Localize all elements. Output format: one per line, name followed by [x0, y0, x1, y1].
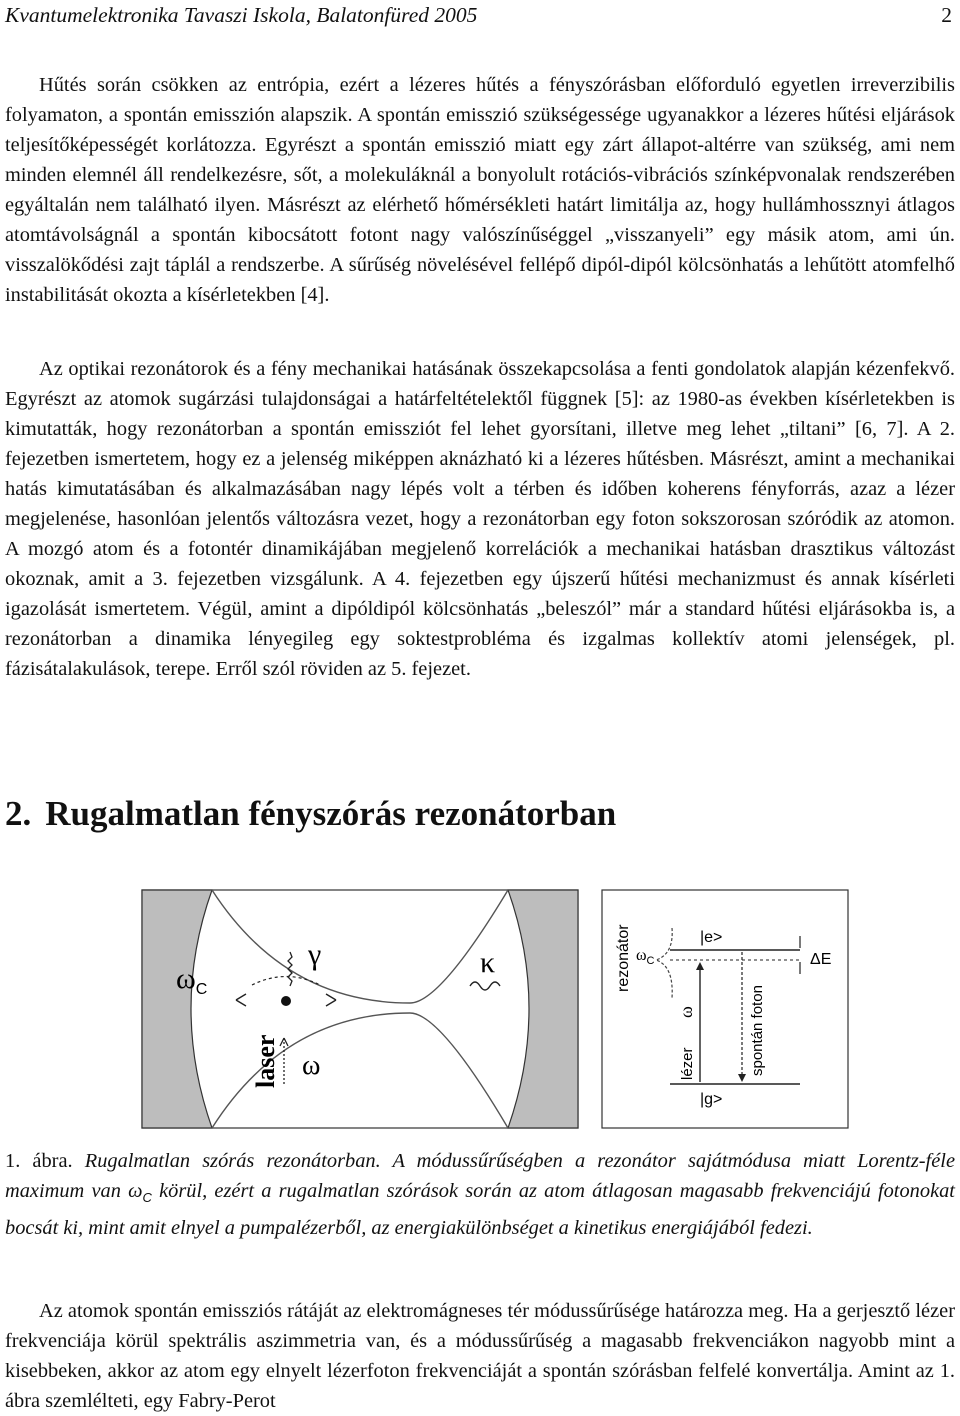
caption-symbol: $\omega_C$ — [128, 1180, 152, 1206]
gamma-photon-wiggle — [288, 952, 292, 986]
header-title: Kvantumelektronika Tavaszi Iskola, Balatonfüred 2005 — [5, 3, 478, 27]
right-mirror — [508, 890, 578, 1128]
laser-label: laser — [251, 1034, 280, 1088]
running-header — [5, 2, 955, 28]
laser-absorption-arrowhead — [696, 962, 704, 970]
paragraph-closing: Az atomok spontán emissziós rátáját az elektromágneses tér módussűrűsége határozza meg. Ha a gerjesztő lézer frekvenciája körül spektrális aszimmetria van, és a módussűrűség a magasabb frekvenciákon nagyobb mint a kisebbeken, akkor az atom egy elnyelt lézerfoton frekvenciáját a spontán szórásban felfelé konvertálja. Amint az 1. ábra szemlélteti, egy Fabry-Perot — [5, 1300, 955, 1412]
excited-state-label: |e> — [700, 929, 723, 946]
delta-e-label: ΔE — [810, 951, 832, 968]
cavity-frame — [142, 890, 578, 1128]
atom — [281, 996, 291, 1006]
left-mirror — [142, 890, 212, 1128]
figure-caption — [5, 1146, 955, 1243]
page-number: 2 — [941, 3, 952, 27]
gamma-label: γ — [308, 938, 322, 971]
mode-density-lorentzian — [656, 928, 672, 998]
rezonator-label: rezonátor — [615, 924, 632, 992]
kappa-label: κ — [480, 946, 496, 979]
caption-label: 1. ábra. — [5, 1150, 73, 1172]
section-title: Rugalmatlan fényszórás rezonátorban — [45, 794, 617, 833]
caption-text-2: körül, ezért a rugalmatlan szórások során az atom átlagosan magasabb frekvenciájú fotonokat bocsát ki, mint amit elnyel a pumpalézerből, az energiakülönbséget a kinetikus energiájából fedezi. — [5, 1180, 955, 1240]
ground-state-label: |g> — [700, 1091, 723, 1108]
cavity-mode-upper — [212, 890, 508, 1003]
paragraph-intro-1: Hűtés során csökken az entrópia, ezért a lézeres hűtés a fényszórásban előforduló egyetlen irreverzibilis folyamaton, a spontán emisszión alapszik. A spontán emisszió szükségessége ugyanakkor a lézeres hűtési eljárások teljesítőképességét korlátozza. Egyrészt a spontán emisszió miatt egy zárt állapot-altérre van szükség, ami nem minden elemnél áll rendelkezésre, sőt, a molekuláknál a bonyolult rotációs-vibrációs színképvonalak rendszerében egyáltalán nem található ilyen. Másrészt az elérhető hőmérsékleti határt limitálja az, hogy hullámhossznyi átlagos atomtávolságnál a spontán kibocsátott fotont nagy valószínűséggel „visszanyeli” egy másik atom, ami ún. visszalökődési zajt táplál a rendszerbe. A sűrűség növelésével fellépő dipól-dipól kölcsönhatás a lehűtött atomfelhő instabilitását okozta a kísérletekben [4]. — [5, 74, 955, 306]
figure-energy-levels — [600, 888, 850, 1136]
spontan-foton-label: spontán foton — [749, 985, 766, 1076]
lezer-label: lézer — [679, 1047, 696, 1080]
omega-c-label: $\omega_C$ — [176, 962, 208, 998]
figure-cavity-diagram — [140, 888, 580, 1136]
section-number: 2. — [5, 794, 32, 833]
energy-frame — [602, 890, 848, 1128]
paragraph-intro-2: Az optikai rezonátorok és a fény mechanikai hatásának összekapcsolása a fenti gondolatok alapján kézenfekvő. Egyrészt az atomok sugárzási tulajdonságai a határfeltételektől függnek [5]: az 1980-as években kísérletekben is kimutatták, hogy rezonátorban a spontán emissziót fel lehet gyorsítani, illetve meg lehet „tiltani” [6, 7]. A 2. fejezetben ismertetem, hogy ez a jelenség miképpen aknázható ki a lézeres hűtésben. Másrészt, amint a mechanikai hatás kimutatásában és alkalmazásában nagy lépés volt a térben és időben koherens fényforrás, azaz a lézer megjelenése, hasonlóan jelentős változásra vezet, hogy a rezonátorban egy foton sokszorosan szóródik az atomon. A mozgó atom és a fotontér dinamikájában megjelenő korrelációk a mechanikai hatásban drasztikus változást okoznak, amit a 3. fejezetben vizsgálunk. A 4. fejezetben egy újszerű hűtési mechanizmust és annak kísérleti igazolását ismertetem. Végül, amint a dipóldipól kölcsönhatás „beleszól” már a standard hűtési eljárásokba is, a rezonátorban a dinamika lényegileg egy soktestprobléma és izgalmas kollektív atomi jelenségek, pl. fázisátalakulások, terepe. Erről szól röviden az 5. fejezet. — [5, 358, 955, 680]
caption-text-1: Rugalmatlan szórás rezonátorban. A módussűrűségben a rezonátor sajátmódusa miatt Lorentz-féle maximum van — [5, 1150, 955, 1202]
spontaneous-emission-arrowhead — [738, 1074, 746, 1082]
omega-label: ω — [302, 1050, 321, 1081]
kappa-photon-wiggle — [470, 982, 500, 990]
omega-label-right: ω — [676, 1006, 696, 1018]
rezonator-omega-c: $\omega_C$ — [636, 947, 655, 967]
section-heading — [5, 792, 616, 836]
